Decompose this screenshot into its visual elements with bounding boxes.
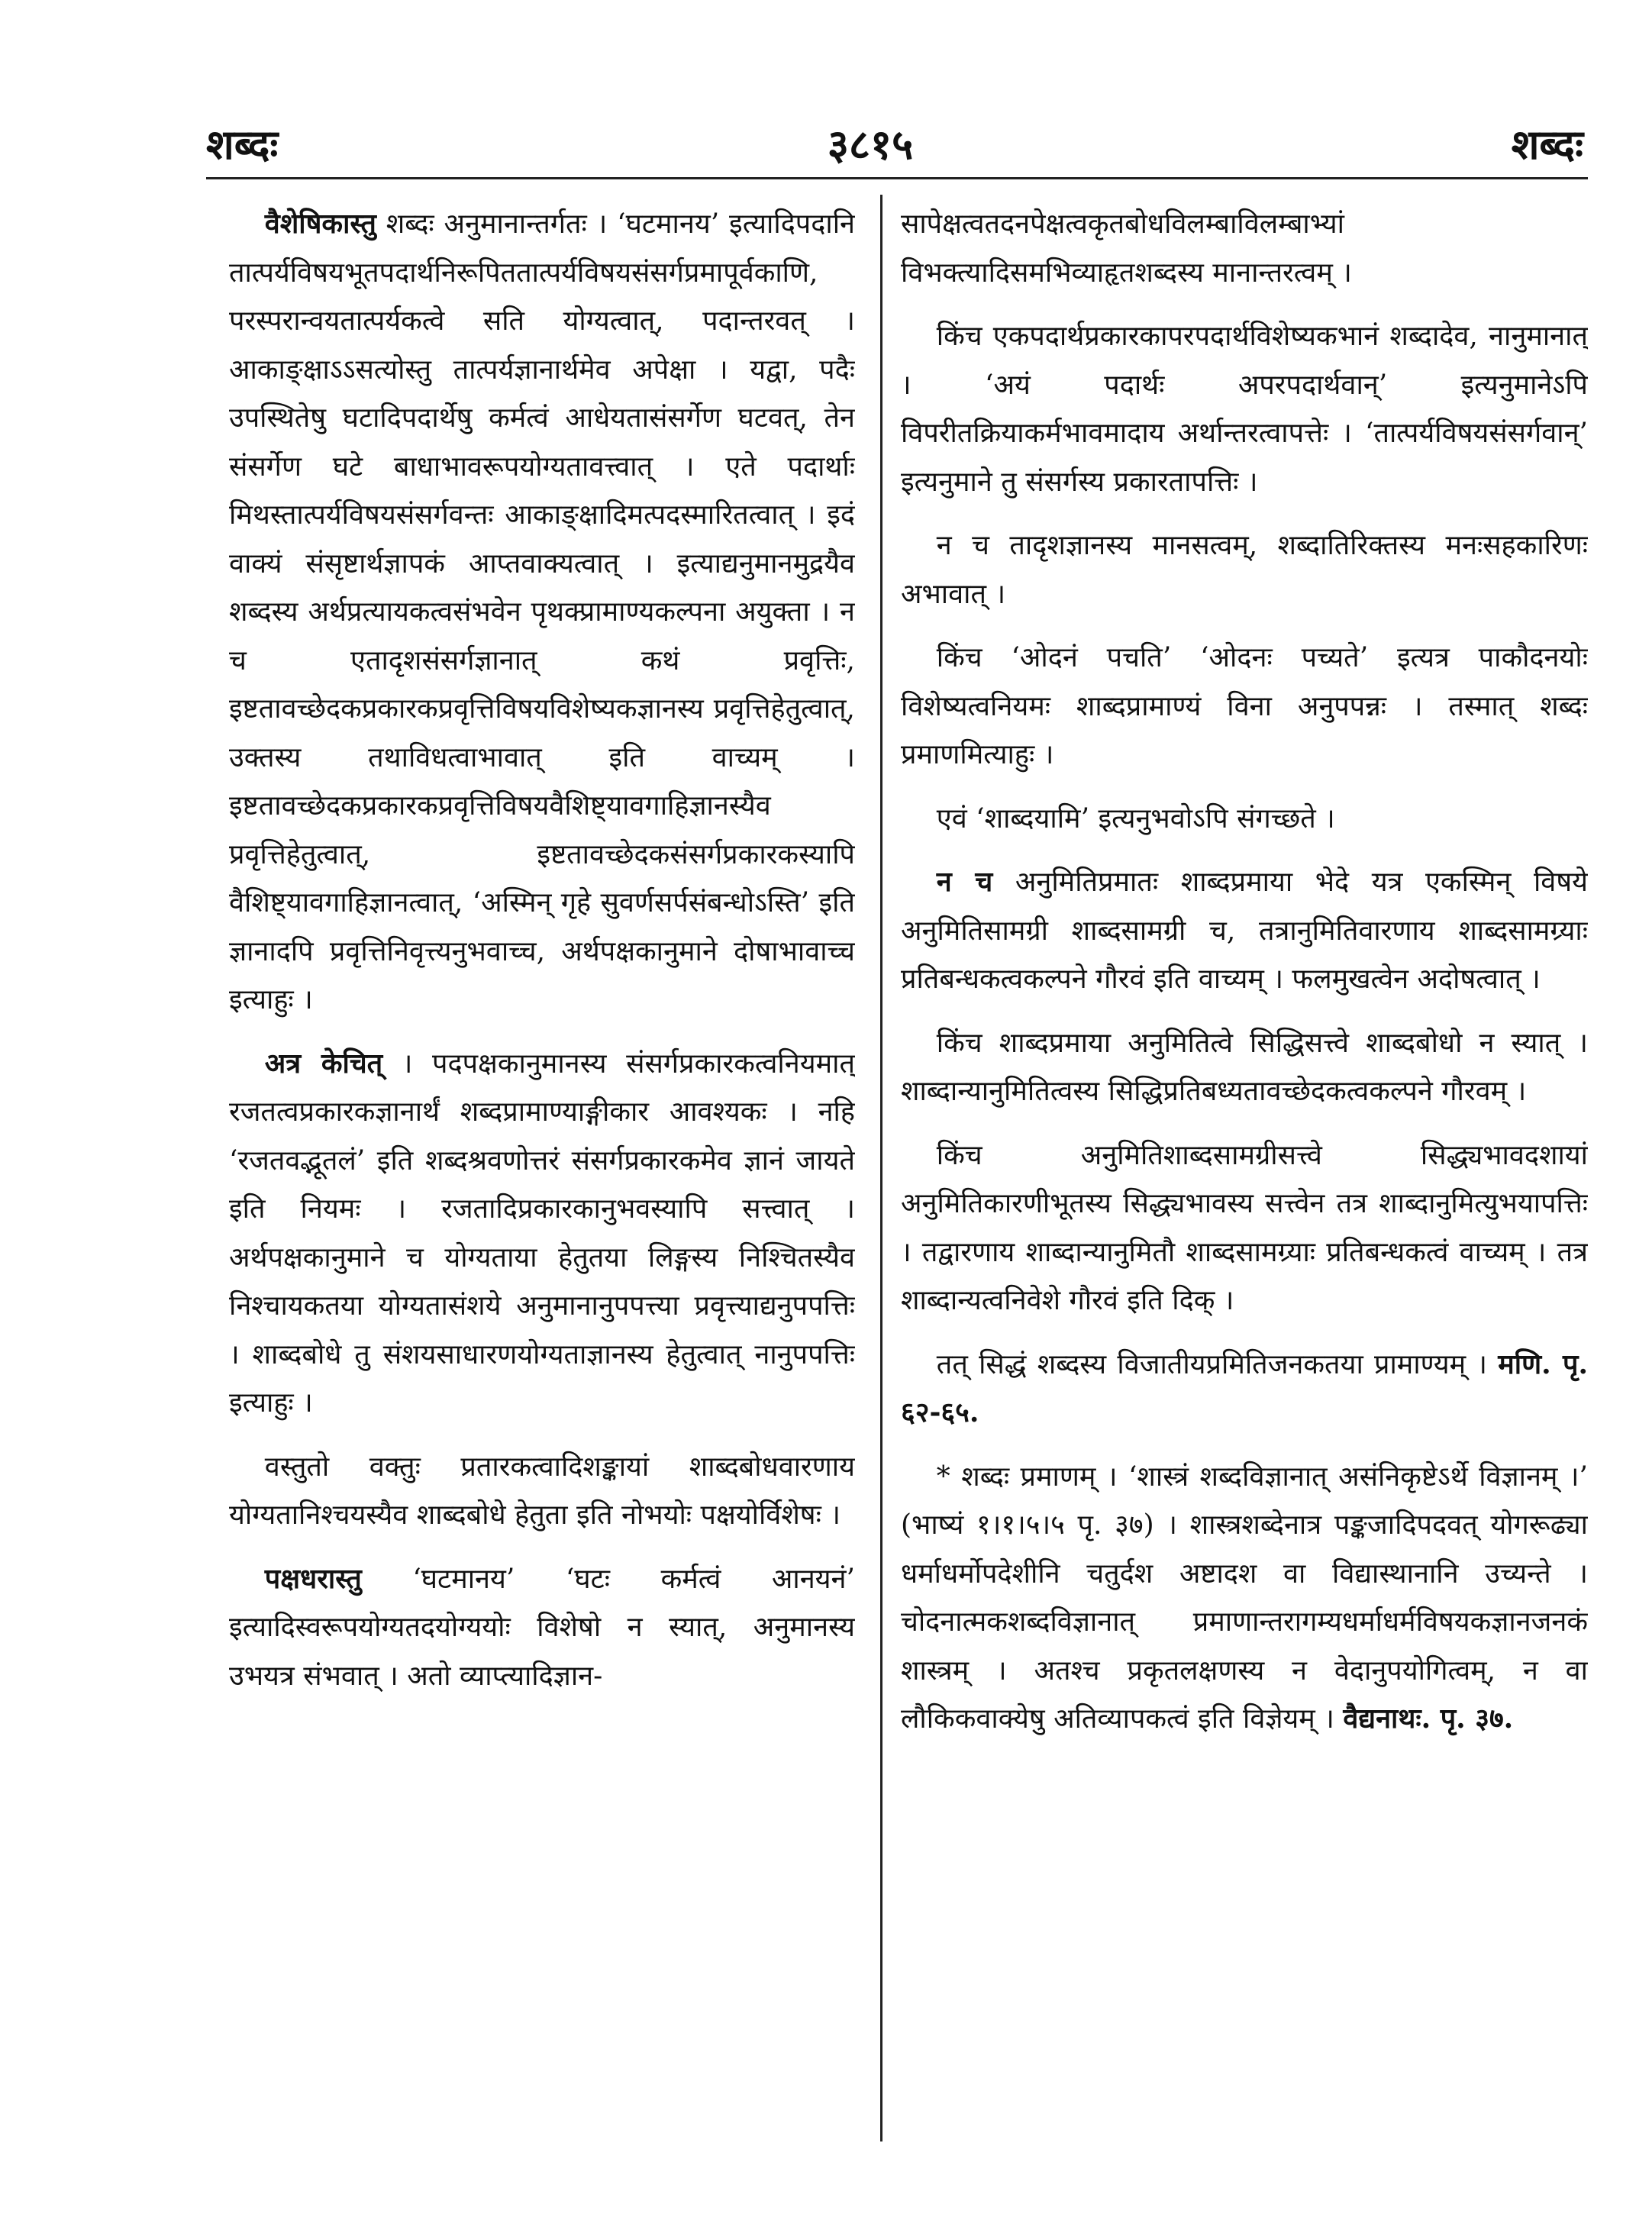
paragraph (901, 1131, 1588, 1325)
paragraph-text: एवं ‘शाब्दयामि’ इत्यनुभवोऽपि संगच्छते । (936, 802, 1335, 834)
paragraph (901, 1453, 1588, 1744)
right-column (901, 200, 1588, 2139)
left-column (229, 200, 855, 2139)
paragraph-text: किंच ‘ओदनं पचति’ ‘ओदनः पच्यते’ इत्यत्र पाकौदनयोः विशेष्यत्वनियमः शाब्दप्रामाण्यं विना अनुपपन्नः । तस्मात् शब्दः प्रमाणमित्याहुः । (901, 642, 1588, 770)
paragraph-text: । पदपक्षकानुमानस्य संसर्गप्रकारकत्वनियमात् रजतत्वप्रकारकज्ञानार्थं शब्दप्रामाण्याङ्गीकार आवश्यकः । नहि ‘रजतवद्भूतलं’ इति शब्दश्रवणोत्तरं संसर्गप्रकारकमेव ज्ञानं जायते इति नियमः । रजतादिप्रकारकानुभवस्यापि सत्त्वात् । अर्थपक्षकानुमाने च योग्यताया हेतुतया लिङ्गस्य निश्चितस्यैव निश्चायकतया योग्यतासंशये अनुमानानुपपत्त्या प्रवृत्त्याद्यनुपपत्तिः । शाब्दबोधे तु संशयसाधारणयोग्यताज्ञानस्य हेतुत्वात् नानुपपत्तिः इत्याहुः । (229, 1047, 855, 1419)
paragraph-text: अनुमितिप्रमातः शाब्दप्रमाया भेदे यत्र एकस्मिन् विषये अनुमितिसामग्री शाब्दसामग्री च, तत्रानुमितिवारणाय शाब्दसामग्र्याः प्रतिबन्धकत्वकल्पने गौरवं इति वाच्यम् । फलमुखत्वेन अदोषत्वात् । (901, 867, 1588, 995)
paragraph-text: न च तादृशज्ञानस्य मानसत्वम्, शब्दातिरिक्तस्य मनःसहकारिणः अभावात् । (901, 530, 1588, 610)
paragraph-text: ‘घटमानय’ ‘घटः कर्मत्वं आनयनं’ इत्यादिस्वरूपयोग्यतदयोग्ययोः विशेषो न स्यात्, अनुमानस्य उभयत्र संभवात् । अतो व्याप्त्यादिज्ञान- (229, 1563, 855, 1692)
header-rule (206, 177, 1588, 179)
paragraph-text: किंच अनुमितिशाब्दसामग्रीसत्त्वे सिद्ध्यभावदशायां अनुमितिकारणीभूतस्य सिद्ध्यभावस्य सत्त्वेन तत्र शाब्दानुमित्युभयापत्तिः । तद्वारणाय शाब्दान्यानुमितौ शाब्दसामग्र्याः प्रतिबन्धकत्वं वाच्यम् । तत्र शाब्दान्यत्वनिवेशे गौरवं इति दिक् । (901, 1139, 1588, 1316)
paragraph-text: किंच शाब्दप्रमाया अनुमितित्वे सिद्धिसत्त्वे शाब्दबोधो न स्यात् । शाब्दान्यानुमितित्वस्य सिद्धिप्रतिबध्यतावच्छेदकत्वकल्पने गौरवम् । (901, 1027, 1588, 1107)
column-divider (880, 195, 882, 2141)
page-number: ३८१५ (827, 120, 914, 169)
paragraph-lead: अत्र केचित् (264, 1047, 383, 1080)
source-citation: वैद्यनाथः. पृ. ३७. (1343, 1703, 1514, 1735)
paragraph (229, 200, 855, 1025)
paragraph-lead: पक्षधरास्तु (264, 1562, 362, 1595)
paragraph-text: * शब्दः प्रमाणम् । ‘शास्त्रं शब्दविज्ञानात् असंनिकृष्टेऽर्थे विज्ञानम् ।’ (भाष्यं १।१।५।५ पृ. ३७) । शास्त्रशब्देनात्र पङ्कजादिपदवत् योगरूढ्या धर्माधर्मोपदेशीनि चतुर्दश अष्टादश वा विद्यास्थानानि उच्यन्ते । चोदनात्मकशब्दविज्ञानात् प्रमाणान्तरागम्यधर्माधर्मविषयकज्ञानजनकं शास्त्रम् । अतश्च प्रकृतलक्षणस्य न वेदानुपयोगित्वम्, न वा लौकिकवाक्येषु अतिव्यापकत्वं इति विज्ञेयम् । (901, 1460, 1588, 1735)
paragraph (229, 1040, 855, 1428)
paragraph (901, 1019, 1588, 1116)
paragraph-text: तत् सिद्धं शब्दस्य विजातीयप्रमितिजनकतया प्रामाण्यम् । (936, 1348, 1499, 1380)
paragraph (229, 1555, 855, 1701)
paragraph-text: किंच एकपदार्थप्रकारकापरपदार्थविशेष्यकभानं शब्दादेव, नानुमानात् । ‘अयं पदार्थः अपरपदार्थवान्’ इत्यनुमानेऽपि विपरीतक्रियाकर्मभावमादाय अर्थान्तरत्वापत्तेः । ‘तात्पर्यविषयसंसर्गवान्’ इत्यनुमाने तु संसर्गस्य प्रकारतापत्तिः । (901, 321, 1588, 498)
header-left-word: शब्दः (206, 120, 279, 169)
paragraph (901, 521, 1588, 618)
paragraph-text: शब्दः अनुमानान्तर्गतः । ‘घटमानय’ इत्यादिपदानि तात्पर्यविषयभूतपदार्थनिरूपिततात्पर्यविषयसंसर्गप्रमापूर्वकाणि, परस्परान्वयतात्पर्यकत्वे सति योग्यत्वात्, पदान्तरवत् । आकाङ्क्षाऽऽसत्योस्तु तात्पर्यज्ञानार्थमेव अपेक्षा । यद्वा, पदैः उपस्थितेषु घटादिपदार्थेषु कर्मत्वं आधेयतासंसर्गेण घटवत्, तेन संसर्गेण घटे बाधाभावरूपयोग्यतावत्त्वात् । एते पदार्थाः मिथस्तात्पर्यविषयसंसर्गवन्तः आकाङ्क्षादिमत्पदस्मारितत्वात् । इदं वाक्यं संसृष्टार्थज्ञापकं आप्तवाक्यत्वात् । इत्याद्यनुमानमुद्रयैव शब्दस्य अर्थप्रत्यायकत्वसंभवेन पृथक्प्रामाण्यकल्पना अयुक्ता । न च एतादृशसंसर्गज्ञानात् कथं प्रवृत्तिः, इष्टतावच्छेदकप्रकारकप्रवृत्तिविषयविशेष्यकज्ञानस्य प्रवृत्तिहेतुत्वात्, उक्तस्य तथाविधत्वाभावात् इति वाच्यम् । इष्टतावच्छेदकप्रकारकप्रवृत्तिविषयवैशिष्ट्यावगाहिज्ञानस्यैव प्रवृत्तिहेतुत्वात्, इष्टतावच्छेदकसंसर्गप्रकारकस्यापि वैशिष्ट्यावगाहिज्ञानत्वात्, ‘अस्मिन् गृहे सुवर्णसर्पसंबन्धोऽस्ति’ इति ज्ञानादपि प्रवृत्तिनिवृत्त्यनुभवाच्च, अर्थपक्षकानुमाने दोषाभावाच्च इत्याहुः । (229, 208, 855, 1015)
paragraph (901, 858, 1588, 1004)
paragraph (901, 1341, 1588, 1438)
paragraph-text: सापेक्षत्वतदनपेक्षत्वकृतबोधविलम्बाविलम्बाभ्यां विभक्त्यादिसमभिव्याहृतशब्दस्य मानान्तरत्वम् । (901, 208, 1352, 289)
source-citation: मणि. पृ. ६२-६५. (901, 1347, 1588, 1428)
paragraph (229, 1443, 855, 1540)
paragraph (901, 634, 1588, 779)
paragraph-lead: वैशेषिकास्तु (264, 208, 376, 240)
paragraph-lead: न च (936, 866, 993, 898)
header-right-word: शब्दः (1511, 120, 1583, 169)
paragraph (901, 200, 1588, 297)
paragraph (901, 312, 1588, 506)
paragraph-text: वस्तुतो वक्तुः प्रतारकत्वादिशङ्कायां शाब्दबोधवारणाय योग्यतानिश्चयस्यैव शाब्दबोधे हेतुता इति नोभयोः पक्षयोर्विशेषः । (229, 1451, 855, 1531)
paragraph (901, 795, 1588, 844)
page-header (0, 115, 1652, 176)
